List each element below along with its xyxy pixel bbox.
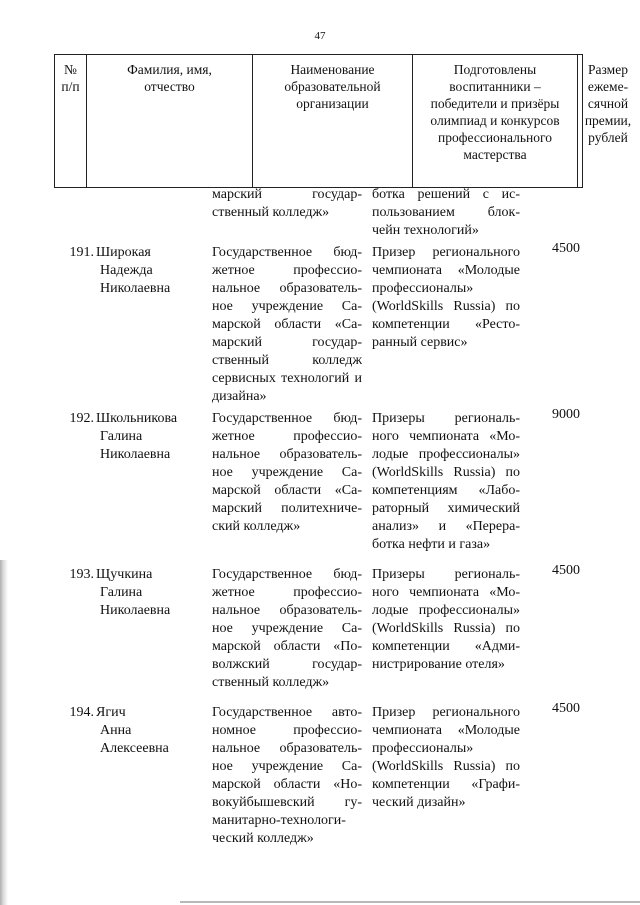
page-number: 47 [314, 30, 326, 42]
header-col-fullname-line: Фамилия, имя, [127, 62, 212, 77]
surname: Щучкина [96, 567, 153, 582]
patronymic: Николаевна [100, 603, 171, 618]
header-col-fullname [87, 55, 253, 187]
header-col-number-line: № [64, 62, 77, 77]
patronymic: Николаевна [100, 447, 171, 462]
table-header [54, 54, 632, 188]
first-name: Галина [100, 429, 143, 444]
row-prize: 4500 [552, 563, 580, 578]
continuation-achievement: ботка решений с ис- пользованием блок- чейн технологий» [372, 187, 520, 238]
row-fullname [96, 244, 206, 298]
row-number: 194. [69, 705, 94, 720]
surname: Широкая [96, 245, 151, 260]
row-prize: 4500 [552, 701, 580, 716]
header-col-achievement-line: воспитанники – [449, 79, 541, 94]
first-name: Анна [100, 723, 132, 738]
row-organization: Государственное авто- номное профессио- нальное образователь- ное учреждение Са- марской области «Но- вокуйбышевский гу- манитарно-технологи- ческий колледж» [212, 705, 362, 846]
header-col-organization-line: организации [296, 96, 369, 111]
header-col-achievement-line: Подготовлены [453, 62, 537, 77]
header-col-number [55, 55, 87, 187]
header-col-achievement-line: олимпиад и конкурсов [430, 113, 560, 128]
row-achievement: Призеры региональ- ного чемпионата «Мо- лодые профессионалы» (WorldSkills Russia) по компетенциям «Лабо- раторный химический анализ» и «Перера- ботка нефти и газа» [372, 411, 520, 552]
header-col-organization [253, 55, 413, 187]
row-number: 192. [69, 411, 94, 426]
row-fullname [96, 566, 206, 620]
header-col-achievement [413, 55, 578, 187]
header-col-achievement-line: профессионального [438, 130, 552, 145]
patronymic: Николаевна [100, 281, 171, 296]
header-col-prize [578, 55, 638, 187]
row-prize: 9000 [552, 407, 580, 422]
continuation-org: марский государ- ственный колледж» [212, 187, 362, 220]
row-organization: Государственное бюд- жетное профессио- нальное образователь- ное учреждение Са- марской области «По- волжский государ- ственный колледж» [212, 567, 362, 690]
scan-shadow-left [0, 560, 8, 905]
row-organization: Государственное бюд- жетное профессио- нальное образователь- ное учреждение Са- марской области «Са- марский политехниче- ский колледж» [212, 411, 362, 534]
patronymic: Алексеевна [100, 741, 169, 756]
surname: Школьникова [96, 411, 178, 426]
header-col-achievement-line: победители и призёры [430, 96, 560, 111]
header-col-prize-line: Размер [588, 62, 628, 77]
header-col-fullname-line: отчество [144, 79, 195, 94]
header-col-achievement-line: мастерства [463, 147, 527, 162]
header-col-prize-line: сячной [587, 96, 629, 111]
header-col-prize-line: ежеме- [587, 79, 629, 94]
first-name: Галина [100, 585, 143, 600]
header-col-prize-line: рублей [588, 130, 628, 145]
row-number: 193. [69, 567, 94, 582]
row-number: 191. [69, 245, 94, 260]
row-organization: Государственное бюд- жетное профессио- нальное образователь- ное учреждение Са- марской области «Са- марский государ- ственный колледж сервисных технологий и дизайна» [212, 245, 362, 404]
surname: Ягич [96, 705, 126, 720]
scan-shadow-bottom [180, 901, 640, 903]
header-col-organization-line: Наименование [290, 62, 375, 77]
row-achievement: Призер регионального чемпионата «Молодые профессионалы» (WorldSkills Russia) по компетенции «Графи- ческий дизайн» [372, 705, 520, 810]
first-name: Надежда [100, 263, 153, 278]
row-fullname [96, 410, 206, 464]
row-fullname [96, 704, 206, 758]
header-col-prize-line: премии, [584, 113, 632, 128]
header-col-number-line: п/п [61, 79, 80, 94]
row-achievement: Призер регионального чемпионата «Молодые профессионалы» (WorldSkills Russia) по компетенции «Ресто- ранный сервис» [372, 245, 520, 350]
header-col-organization-line: образовательной [284, 79, 381, 94]
row-achievement: Призеры региональ- ного чемпионата «Мо- лодые профессионалы» (WorldSkills Russia) по компетенции «Адми- нистрирование отеля» [372, 567, 520, 672]
row-prize: 4500 [552, 241, 580, 256]
